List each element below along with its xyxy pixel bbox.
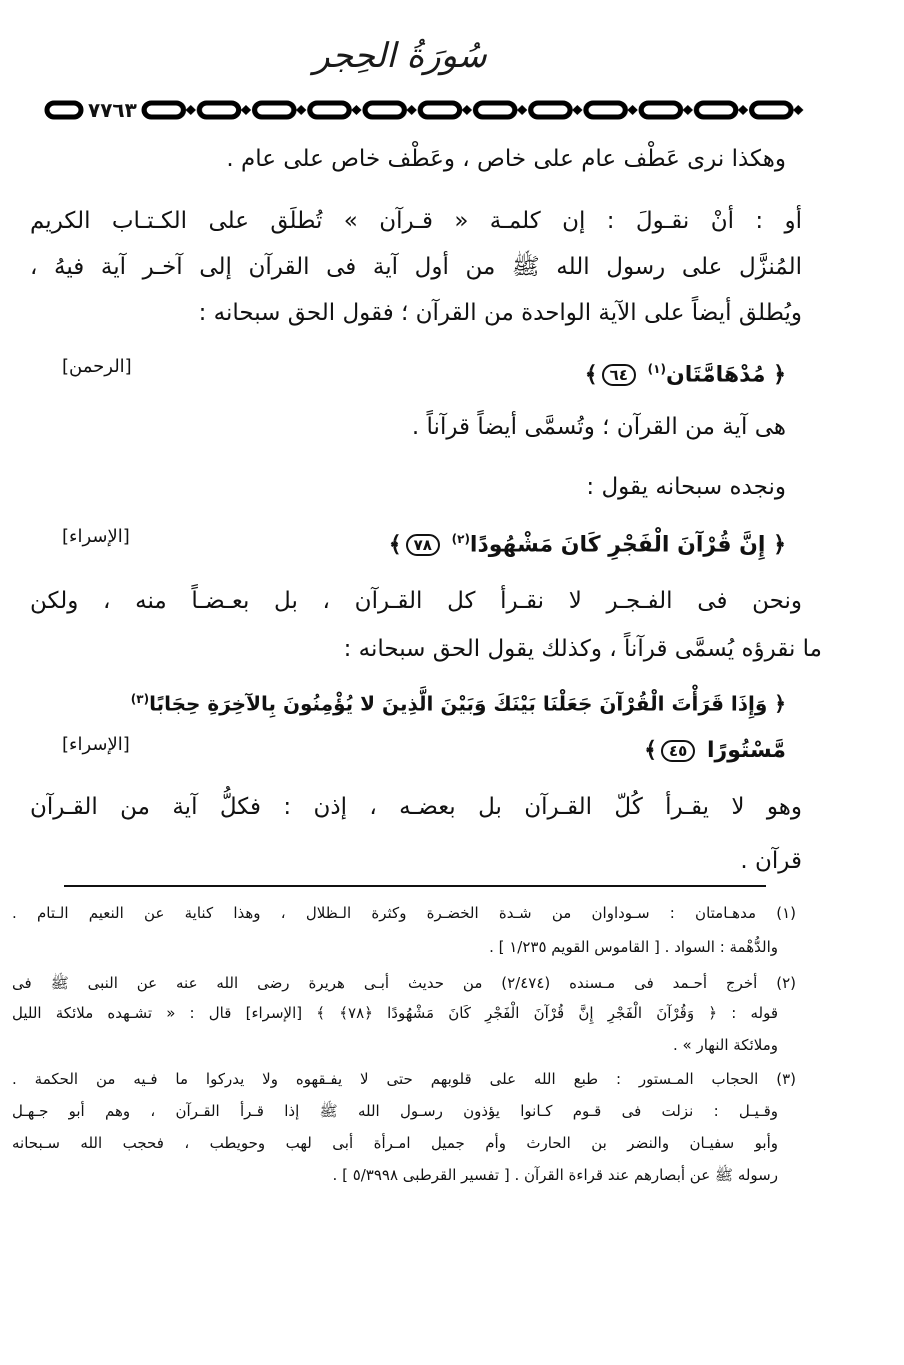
verse-number: ٤٥ xyxy=(661,740,695,762)
quran-verse-continuation xyxy=(644,732,786,770)
body-line: وهكذا نرى عَطْف عام على خاص ، وعَطْف خاص على عام . xyxy=(226,146,786,172)
quran-verse xyxy=(585,350,786,394)
verse-text: ﴿ إِنَّ قُرْآنَ الْفَجْرِ كَانَ مَشْهُودًا xyxy=(469,532,786,558)
footnote-ref: (١) xyxy=(647,362,666,376)
surah-reference: [الإسراء] xyxy=(62,734,130,755)
verse-text: مَّسْتُورًا xyxy=(707,738,786,763)
body-line: ما نقرؤه يُسمَّى قرآناً ، وكذلك يقول الحق سبحانه : xyxy=(343,636,822,662)
verse-number: ٦٤ xyxy=(602,364,636,386)
footnote-line: رسوله ﷺ عن أبصارهم عند قراءة القرآن . [ تفسير القرطبى ٥/٣٩٩٨ ] . xyxy=(332,1166,778,1184)
page-number: ٧٧٦٣ xyxy=(88,98,137,122)
verse-text: ﴿ مُدْهَامَّتَان xyxy=(665,362,786,388)
footnote-line: وقـيـل : نزلت فى قـوم كـانوا يؤذون رسـول الله ﷺ إذا قـرأ القـرآن ، وهم أبو جـهـل xyxy=(12,1102,778,1120)
footnote-line: قوله : ﴿ وَقُرْآنَ الْفَجْرِ إِنَّ قُرْآنَ الْفَجْرِ كَانَ مَشْهُودًا ﴿٧٨﴾ ﴾ [الإسراء] قال : « تشـهده ملائكة الليل xyxy=(12,1004,778,1022)
verse-text: ﴿ وَإِذَا قَرَأْتَ الْقُرْآنَ جَعَلْنَا بَيْنَكَ وَبَيْنَ الَّذِينَ لا يُؤْمِنُونَ بِالآخِرَةِ حِجَابًا xyxy=(149,691,786,716)
footnote-separator xyxy=(64,885,766,887)
footnote-ref: (٢) xyxy=(451,532,470,546)
footnote-line: (١) مدهـامتان : سـوداوان من شـدة الخضـرة وكثرة الـظلال ، وهذا كناية عن النعيم الـتام . xyxy=(12,904,796,922)
footnote-line: (٢) أخرج أحـمد فى مـسنده (٢/٤٧٤) من حديث أبـى هريرة رضى الله عنه عن النبى ﷺ فى xyxy=(12,974,796,992)
ornament-chain xyxy=(141,97,804,123)
body-line: أو : أنْ نقـولَ : إن كلمـة « قـرآن » تُطلَق على الكـتـاب الكريم xyxy=(30,208,802,234)
surah-title: سُورَةُ الحِجر xyxy=(313,36,487,76)
body-line: وهو لا يقـرأ كُلّ القـرآن بل بعضـه ، إذن : فكلُّ آية من القـرآن xyxy=(30,794,802,820)
footnote-line: وأبو سفيـان والنضر بن الحارث وأم جميل امـرأة أبى لهب وحويطب ، فحجب الله سـبحانه xyxy=(12,1134,778,1152)
verse-close: ﴾ xyxy=(388,532,402,558)
surah-reference: [الرحمن] xyxy=(62,356,132,377)
verse-close: ﴾ xyxy=(584,362,598,388)
header-ornament-bar xyxy=(44,97,804,123)
body-line: ويُطلق أيضاً على الآية الواحدة من القرآن ؛ فقول الحق سبحانه : xyxy=(198,300,802,326)
body-line: قرآن . xyxy=(740,848,802,874)
footnote-line: والدُّهْمة : السواد . [ القاموس القويم ١/٢٣٥ ] . xyxy=(489,938,778,956)
body-line: هى آية من القرآن ؛ وتُسمَّى أيضاً قرآناً . xyxy=(411,414,786,440)
footnote-ref: (٣) xyxy=(130,692,150,706)
body-line: ونجده سبحانه يقول : xyxy=(586,474,786,500)
quran-verse xyxy=(389,520,786,564)
verse-number: ٧٨ xyxy=(406,534,440,556)
quran-verse xyxy=(131,680,786,723)
footnote-line: (٣) الحجاب المـستور : طبع الله على قلوبهم حتى لا يفـقهوه ولا يدركوا ما فـيه من الحكمة . xyxy=(12,1070,796,1088)
surah-reference: [الإسراء] xyxy=(62,526,130,547)
verse-close: ﴾ xyxy=(644,738,658,763)
body-line: ونحن فى الفـجـر لا نقـرأ كل القـرآن ، بل بعـضـاً منه ، ولكن xyxy=(30,588,802,614)
ornament-end-cap xyxy=(44,97,84,123)
footnote-line: وملائكة النهار » . xyxy=(673,1036,778,1054)
body-line: المُنزَّل على رسول الله ﷺ من أول آية فى القرآن إلى آخـر آية فيهُ ، xyxy=(30,254,802,280)
